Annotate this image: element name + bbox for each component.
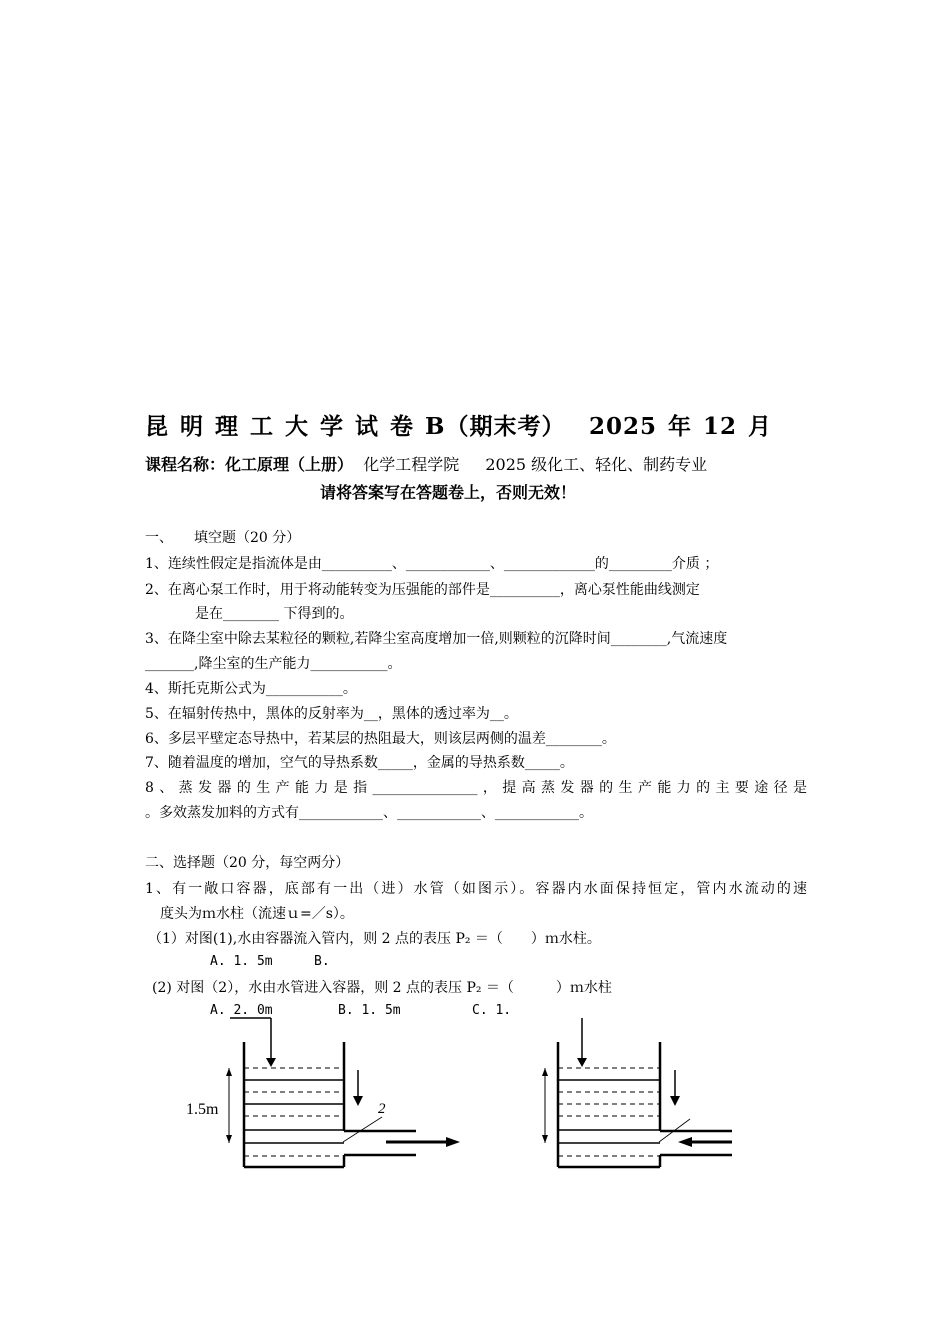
subquestion-2-option-b: B. 1. 5m <box>338 1003 401 1018</box>
figure-1-height-label: 1.5m <box>186 1101 219 1118</box>
subquestion-2-option-a: A. 2. 0m <box>210 1003 273 1018</box>
section1-heading: 一、 填空题（20 分） <box>145 530 301 546</box>
subquestion-2-option-c: C. 1. <box>472 1003 512 1018</box>
subquestion-1-option-b: B. <box>314 954 330 969</box>
question-1-3b: _______,降尘室的生产能力___________。 <box>145 656 402 672</box>
question-1-2b: 是在________ 下得到的。 <box>195 606 354 622</box>
question-2-1b: 度头为ｍ水柱（流速ｕ=／s）。 <box>160 906 354 922</box>
question-1-7: 7、随着温度的增加，空气的导热系数_____，金属的导热系数_____。 <box>145 755 574 771</box>
question-1-3a: 3、在降尘室中除去某粒径的颗粒,若降尘室高度增加一倍,则颗粒的沉降时间________,气流速度 <box>145 631 728 647</box>
subquestion-1-option-a: A. 1. 5m <box>210 954 273 969</box>
question-1-8b: 。多效蒸发加料的方式有____________、____________、____________。 <box>145 805 593 821</box>
subquestion-1: （1）对图(1),水由容器流入管内，则 2 点的表压 P₂ ＝（ ）ｍ水柱。 <box>148 931 601 947</box>
figure-1-point-label: 2 <box>378 1101 386 1117</box>
figure-1 <box>226 1018 460 1167</box>
course-name: 化工原理（上册） <box>225 455 354 474</box>
question-1-1: 1、连续性假定是指流体是由__________、____________、_____________的_________介质 ； <box>145 556 719 572</box>
question-2-1a: 1、有一敞口容器，底部有一出（进）水管（如图示）。容器内水面保持恒定，管内水流动的速 <box>145 881 807 897</box>
question-1-2a: 2、在离心泵工作时，用于将动能转变为压强能的部件是__________，离心泵性能曲线测定 <box>145 582 700 598</box>
question-1-4: 4、斯托克斯公式为___________。 <box>145 681 357 697</box>
figure-2 <box>542 1018 732 1167</box>
section2-heading: 二、选择题（20 分，每空两分） <box>145 855 350 871</box>
answer-notice: 请将答案写在答题卷上，否则无效！ <box>320 483 577 502</box>
question-1-5: 5、在辐射传热中，黑体的反射率为__，黑体的透过率为__。 <box>145 706 518 722</box>
course-label: 课程名称： <box>145 455 226 474</box>
question-1-8a: 8、蒸发器的生产能力是指_______________，提高蒸发器的生产能力的主要途径是 <box>145 780 807 796</box>
course-department: 化学工程学院 2025 级化工、轻化、制药专业 <box>353 455 708 474</box>
exam-title: 昆 明 理 工 大 学 试 卷 B（期末考） 2025 年 12 月 <box>145 413 773 440</box>
question-1-6: 6、多层平壁定态导热中，若某层的热阻最大，则该层两侧的温差________。 <box>145 731 616 747</box>
subquestion-2: (2) 对图（2），水由水管进入容器，则 2 点的表压 P₂ ＝（ ）ｍ水柱 <box>152 980 612 996</box>
